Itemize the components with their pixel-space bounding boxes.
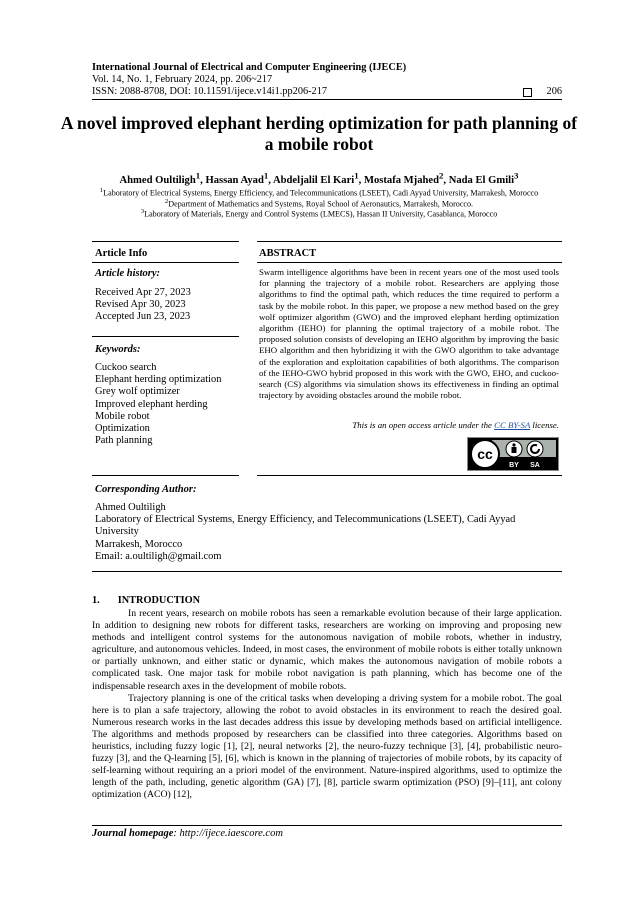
journal-name: International Journal of Electrical and Computer Engineering (IJECE) [92,62,407,73]
corresponding-affiliation-cont: University [95,526,139,538]
keyword: Improved elephant herding [95,398,208,410]
corresponding-name: Ahmed Oultiligh [95,502,166,513]
keyword: Cuckoo search [95,362,157,373]
keyword: Grey wolf optimizer [95,386,180,398]
corresponding-rule [92,571,562,572]
license-link[interactable]: CC BY-SA [494,420,531,430]
keyword: Path planning [95,435,153,447]
cc-by-sa-badge[interactable] [467,437,559,471]
article-info-heading: Article Info [95,248,148,259]
homepage-url[interactable]: : http://ijece.iaescore.com [173,828,283,839]
page-number: 206 [546,86,562,97]
paper-title: A novel improved elephant herding optimization for path planning of a mobile robot [60,113,578,154]
paragraph: In recent years, research on mobile robots has seen a remarkable evolution because of their large application. In addition to designing new robots for different tasks, researchers are working on improving and proposing new methods and intelligent control systems for the autonomous navigation of mobile robots, whether in industry, agriculture, and autonomous vehicles. Indeed, in most cases, the environment of mobile robots is either totally unknown or partially unknown, and either static or dynamic, which makes the autonomous navigation of mobile robots a complicated task. One major task for mobile robot navigation is path planning, which has become one of the indispensable research axes in the development of mobile robots. [92,608,562,692]
cc-badge-icon [468,438,558,470]
author: Abdeljalil El Kari$^1$, [273,170,364,186]
author-list [60,170,578,186]
journal-homepage: Journal homepage: http://ijece.iaescore.com [92,828,283,839]
abstract-heading: ABSTRACT [259,248,317,259]
header-rule [92,99,562,100]
affiliation: $^3$Laboratory of Materials, Energy and Control Systems (LMECS), Hassan II University, Casablanca, Morocco [140,208,498,219]
keyword: Optimization [95,423,150,435]
keyword: Mobile robot [95,410,150,422]
info-top-rule [92,241,239,242]
history-item: Accepted Jun 23, 2023 [95,311,191,323]
history-list [95,287,191,324]
info-rule [92,262,239,263]
open-access-note: This is an open access article under the CC BY-SA license. [352,420,559,430]
affiliation: $^2$Department of Mathematics and Systems, Royal School of Aeronautics, Marrakesh, Morocco. [164,198,474,209]
footer-rule [92,825,562,826]
corresponding-location: Marrakesh, Morocco [95,538,183,550]
history-item: Received Apr 27, 2023 [95,287,191,298]
issn-doi: ISSN: 2088-8708, DOI: 10.11591/ijece.v14i1.pp206-217 [92,86,327,97]
abstract-rule [257,262,562,263]
by-label: BY [509,462,519,469]
square-icon [523,88,532,97]
history-item: Revised Apr 30, 2023 [95,299,186,311]
abstract-bottom-rule [257,475,562,476]
abstract-text: Swarm intelligence algorithms have been in recent years one of the most used tools for planning the trajectory of a mobile robot. Researchers are applying those algorithms to find the optimal path, which reduces the time required to perform a task by the mobile robot. In this paper, we propose a new method based on the grey wolf optimizer algorithm (GWO) and the improved elephant herding optimization algorithm (IEHO) for planning the optimal trajectory of a mobile robot. The proposed solution consists of developing an IEHO algorithm by improving the basic EHO algorithm and then hybridizing it with the GWO algorithm to take advantage of the exploration and exploitation capabilities of both algorithms. The comparison of the IEHO-GWO hybrid proposed in this work with the GWO, EHO, and cuckoo-search (CS) algorithms via simulation shows its effectiveness in finding an optimal trajectory by avoiding obstacles around the mobile robot. [259,267,559,401]
keyword: Elephant herding optimization [95,374,222,386]
keywords-rule [92,336,239,337]
keywords-list [95,362,221,447]
journal-header [92,62,562,98]
history-label: Article history: [95,268,161,279]
author: Nada El Gmili$^3$ [448,170,519,186]
corresponding-email: Email: a.oultiligh@gmail.com [95,550,222,562]
author: Hassan Ayad$^1$, [205,170,273,186]
abstract-top-rule [257,241,562,242]
cc-label: cc [477,446,493,462]
info-bottom-rule [92,475,239,476]
section-heading: 1. INTRODUCTION [92,595,201,606]
volume-line: Vol. 14, No. 1, February 2024, pp. 206~217 [92,74,273,85]
author: Ahmed Oultiligh$^1$, [119,170,206,186]
keywords-label: Keywords: [95,344,141,355]
corresponding-affiliation: Laboratory of Electrical Systems, Energy Efficiency, and Telecommunications (LSEET), Cadi Ayyad [95,514,516,526]
affiliation: $^1$Laboratory of Electrical Systems, Energy Efficiency, and Telecommunications (LSEET), Cadi Ayyad University, Marrakesh, Morocco [99,187,539,198]
author: Mostafa Mjahed$^2$, [363,170,449,186]
sa-label: SA [530,462,540,469]
paragraph: Trajectory planning is one of the critical tasks when developing a driving system for a mobile robot. The goal here is to plan a safe trajectory, allowing the robot to avoid obstacles in its environment to reach the desired goal. Numerous research works in the last decades address this issue by developing methods based on artificial intelligence. The algorithms and methods proposed by researchers can be classified into three categories. Algorithms based on heuristics, including fuzzy logic [1], [2], neural networks [2], the neuro-fuzzy technique [3], [4], probabilistic neuro-fuzzy [3], and the Q-learning [5], [6], which is known in the planning of trajectories of mobile robots, by its capacity of self-learning without requiring an a priori model of the environment. Nature-inspired algorithms, used to optimize the length of the path, including, genetic algorithm (GA) [7], [8], particle swarm optimization (PSO) [9]–[11], ant colony optimization (ACO) [12], [92,692,562,801]
section-body [92,608,562,802]
corresponding-label: Corresponding Author: [95,484,197,495]
corresponding-block [95,502,562,563]
